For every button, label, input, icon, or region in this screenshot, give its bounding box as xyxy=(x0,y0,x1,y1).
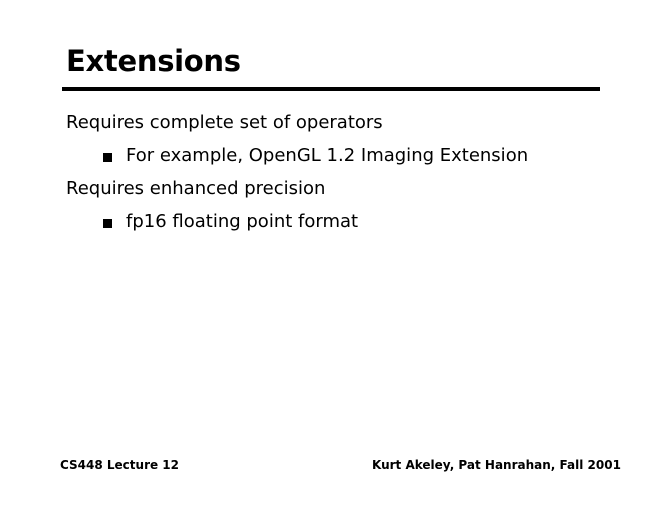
sub-bullet-text: fp16 floating point format xyxy=(126,211,359,232)
sub-bullet-item xyxy=(66,145,626,167)
sub-bullet-item xyxy=(66,211,626,233)
footer-course-label: CS448 Lecture 12 xyxy=(60,458,180,472)
bullet-item xyxy=(66,112,626,134)
square-bullet-icon xyxy=(103,153,112,162)
bullet-item xyxy=(66,178,626,200)
sub-bullet-text: For example, OpenGL 1.2 Imaging Extension xyxy=(126,145,529,166)
title-divider xyxy=(62,87,600,91)
bullet-text: Requires enhanced precision xyxy=(66,178,326,199)
bullet-text: Requires complete set of operators xyxy=(66,112,383,133)
bullet-list xyxy=(66,112,626,244)
footer-authors: Kurt Akeley, Pat Hanrahan, Fall 2001 xyxy=(372,458,621,472)
slide-title: Extensions xyxy=(66,44,241,78)
square-bullet-icon xyxy=(103,219,112,228)
